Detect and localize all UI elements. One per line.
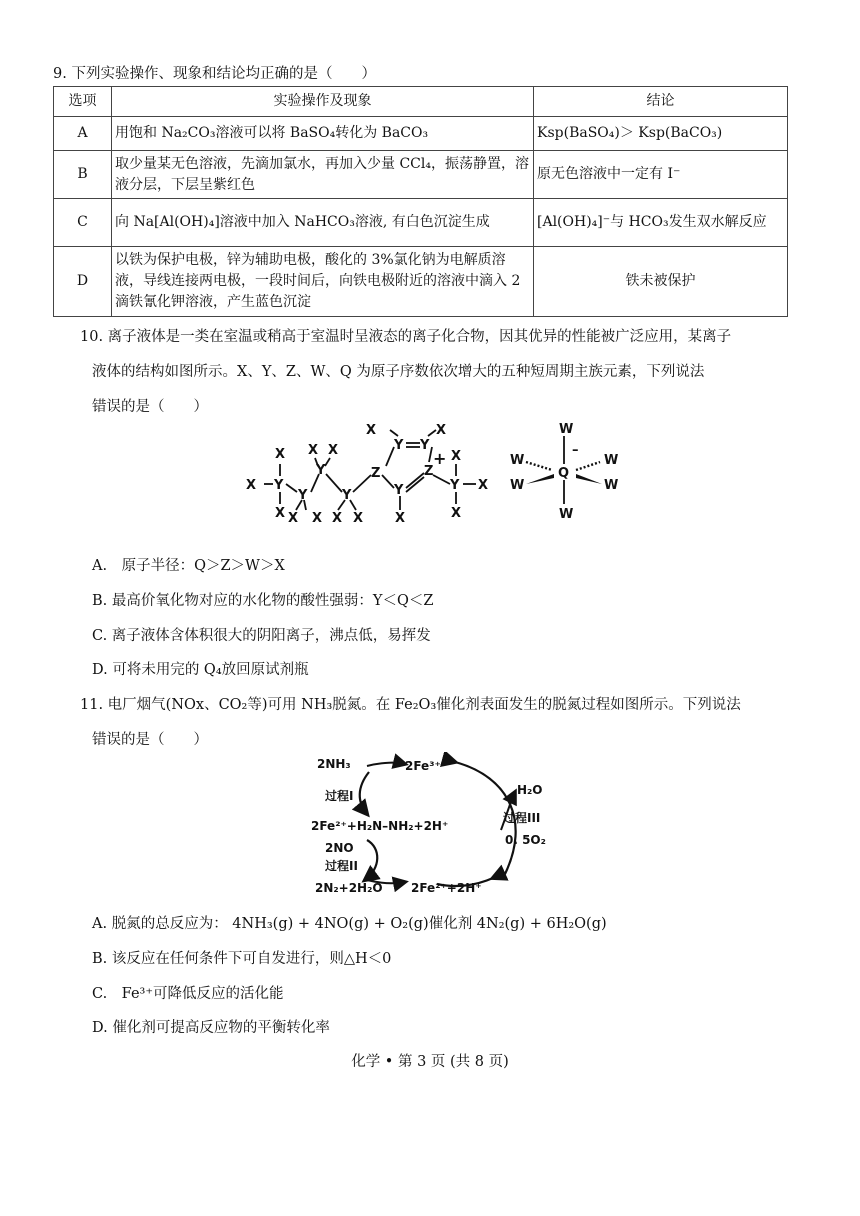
row-conclusion: Ksp(BaSO₄)＞ Ksp(BaCO₃) xyxy=(534,117,788,151)
row-conclusion: 铁未被保护 xyxy=(534,247,788,317)
atom-x: X xyxy=(436,423,447,438)
atom-x: X xyxy=(478,478,489,493)
atom-w: W xyxy=(510,478,525,493)
q10-option-b: B. 最高价氧化物对应的水化物的酸性强弱：Y＜Q＜Z xyxy=(92,593,434,609)
row-conclusion: [Al(OH)₄]⁻与 HCO₃发生双水解反应 xyxy=(534,199,788,247)
atom-z: Z xyxy=(371,466,381,481)
table-row xyxy=(54,247,788,317)
fe2-label: 2Fe²⁺+2H⁺ xyxy=(411,881,482,895)
q9-stem: 9. 下列实验操作、现象和结论均正确的是（ ） xyxy=(53,66,376,82)
header-operation: 实验操作及现象 xyxy=(112,87,534,117)
table-row xyxy=(54,199,788,247)
q10-option-d: D. 可将未用完的 Q₄放回原试剂瓶 xyxy=(92,662,309,678)
cation-bonds xyxy=(264,430,476,510)
atom-x: X xyxy=(395,511,406,526)
step1-label: 过程I xyxy=(325,789,354,803)
q11-option-b: B. 该反应在任何条件下可自发进行，则△H＜0 xyxy=(92,951,392,967)
q9-table xyxy=(53,86,788,317)
atom-w: W xyxy=(559,422,574,437)
row-option: D xyxy=(54,247,112,317)
row-conclusion: 原无色溶液中一定有 I⁻ xyxy=(534,151,788,199)
atom-x: X xyxy=(332,511,343,526)
page-footer: 化学 • 第 3 页 (共 8 页) xyxy=(351,1054,509,1070)
atom-q: Q xyxy=(558,466,570,481)
step1-arrow xyxy=(360,772,369,814)
atom-x: X xyxy=(451,506,462,521)
q11-option-c: C. Fe³⁺可降低反应的活化能 xyxy=(92,986,284,1002)
q11-option-d: D. 催化剂可提高反应物的平衡转化率 xyxy=(92,1020,330,1036)
q11-stem-line2: 错误的是（ ） xyxy=(92,732,208,748)
atom-w: W xyxy=(604,478,619,493)
atom-x: X xyxy=(246,478,257,493)
q10-stem-line1: 10. 离子液体是一类在室温或稍高于室温时呈液态的离子化合物，因其优异的性能被广泛应用，某离子 xyxy=(80,329,732,345)
row-operation: 用饱和 Na₂CO₃溶液可以将 BaSO₄转化为 BaCO₃ xyxy=(112,117,534,151)
q10-stem-line2: 液体的结构如图所示。X、Y、Z、W、Q 为原子序数依次增大的五种短周期主族元素，下列说法 xyxy=(92,364,705,380)
cation-charge: + xyxy=(433,449,447,468)
table-row xyxy=(54,117,788,151)
row-operation: 取少量某无色溶液，先滴加氯水，再加入少量 CCl₄，振荡静置，溶液分层，下层呈紫红色 xyxy=(112,151,534,199)
row-option: A xyxy=(54,117,112,151)
atom-y: Y xyxy=(274,478,284,493)
atom-y: Y xyxy=(316,463,326,478)
atom-x: X xyxy=(312,511,323,526)
atom-z: Z xyxy=(424,464,434,479)
atom-x: X xyxy=(275,506,286,521)
atom-y: Y xyxy=(298,488,308,503)
table-row xyxy=(54,151,788,199)
atom-y: Y xyxy=(420,438,430,453)
atom-y: Y xyxy=(394,438,404,453)
atom-w: W xyxy=(559,507,574,522)
o2-label: 0. 5O₂ xyxy=(505,833,546,847)
atom-x: X xyxy=(451,449,462,464)
atom-y: Y xyxy=(342,488,352,503)
row-operation: 向 Na[Al(OH)₄]溶液中加入 NaHCO₃溶液, 有白色沉淀生成 xyxy=(112,199,534,247)
atom-w: W xyxy=(510,453,525,468)
atom-x: X xyxy=(366,423,377,438)
atom-y: Y xyxy=(450,478,460,493)
atom-x: X xyxy=(288,511,299,526)
atom-x: X xyxy=(328,443,339,458)
atom-w: W xyxy=(604,453,619,468)
fe3-label: 2Fe³⁺ xyxy=(405,759,441,773)
anion-charge: – xyxy=(572,443,579,458)
nh3-to-fe3-arrow xyxy=(367,763,405,766)
atom-x: X xyxy=(275,447,286,462)
no-label: 2NO xyxy=(325,841,354,855)
table-header-row xyxy=(54,87,788,117)
q10-stem-line3: 错误的是（ ） xyxy=(92,399,208,415)
q11-stem-line1: 11. 电厂烟气(NOx、CO₂等)可用 NH₃脱氮。在 Fe₂O₃催化剂表面发生的脱氮过程如图所示。下列说法 xyxy=(80,697,741,713)
intermediate-label: 2Fe²⁺+H₂N–NH₂+2H⁺ xyxy=(311,819,449,833)
atom-x: X xyxy=(308,443,319,458)
nh3-label: 2NH₃ xyxy=(317,757,351,771)
header-option: 选项 xyxy=(54,87,112,117)
row-option: C xyxy=(54,199,112,247)
header-conclusion: 结论 xyxy=(534,87,788,117)
atom-y: Y xyxy=(394,483,404,498)
denitrification-cycle-diagram xyxy=(305,752,565,900)
atom-x: X xyxy=(353,511,364,526)
step2-arrow xyxy=(365,840,377,880)
row-option: B xyxy=(54,151,112,199)
ionic-liquid-structure xyxy=(240,418,640,530)
row-operation: 以铁为保护电极，锌为辅助电极，酸化的 3%氯化钠为电解质溶液，导线连接两电极，一段时间后，向铁电极附近的溶液中滴入 2 滴铁氰化钾溶液，产生蓝色沉淀 xyxy=(112,247,534,317)
q10-option-c: C. 离子液体含体积很大的阴阳离子，沸点低，易挥发 xyxy=(92,628,431,644)
q11-option-a: A. 脱氮的总反应为： 4NH₃(g) + 4NO(g) + O₂(g)催化剂 4N₂(g) + 6H₂O(g) xyxy=(92,916,607,932)
step3-label: 过程III xyxy=(503,811,541,825)
q10-option-a: A. 原子半径：Q＞Z＞W＞X xyxy=(92,558,285,574)
step2-label: 过程II xyxy=(325,859,358,873)
products-label: 2N₂+2H₂O xyxy=(315,881,383,895)
h2o-label: H₂O xyxy=(517,783,543,797)
